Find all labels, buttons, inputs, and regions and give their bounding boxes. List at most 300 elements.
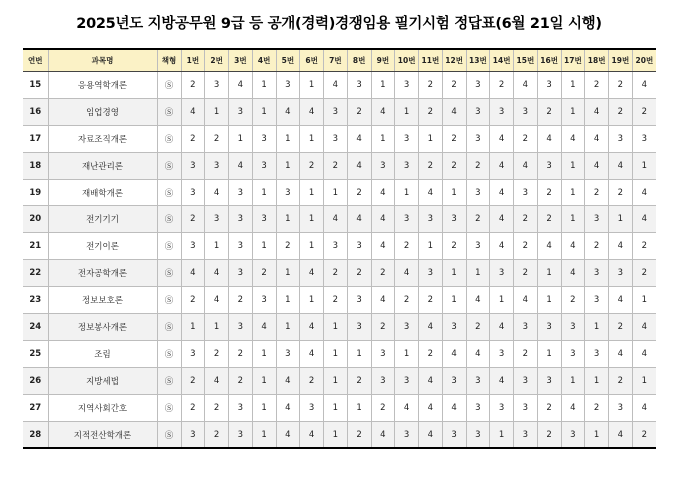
answer-cell-q15: 2 xyxy=(514,233,538,260)
booklet-type: Ⓢ xyxy=(157,340,181,367)
answer-cell-q19: 1 xyxy=(609,206,633,233)
row-number: 23 xyxy=(23,287,48,314)
subject-name: 조림 xyxy=(48,340,157,367)
answer-cell-q17: 2 xyxy=(561,287,585,314)
answer-cell-q8: 3 xyxy=(347,72,371,99)
answer-cell-q12: 4 xyxy=(442,394,466,421)
answer-cell-q10: 3 xyxy=(395,206,419,233)
answer-cell-q19: 2 xyxy=(609,367,633,394)
answer-cell-q1: 2 xyxy=(181,125,205,152)
answer-cell-q6: 1 xyxy=(300,206,324,233)
answer-cell-q11: 2 xyxy=(419,287,443,314)
answer-cell-q17: 4 xyxy=(561,260,585,287)
answer-cell-q19: 4 xyxy=(609,233,633,260)
answer-cell-q12: 3 xyxy=(442,421,466,448)
answer-cell-q7: 1 xyxy=(324,394,348,421)
answer-cell-q8: 3 xyxy=(347,287,371,314)
booklet-type: Ⓢ xyxy=(157,367,181,394)
answer-cell-q14: 4 xyxy=(490,179,514,206)
answer-cell-q20: 2 xyxy=(632,98,656,125)
answer-cell-q11: 3 xyxy=(419,206,443,233)
answer-cell-q4: 4 xyxy=(252,314,276,341)
subject-name: 응용역학개론 xyxy=(48,72,157,99)
answer-cell-q20: 4 xyxy=(632,72,656,99)
answer-cell-q12: 4 xyxy=(442,98,466,125)
answer-cell-q17: 3 xyxy=(561,421,585,448)
answer-cell-q6: 4 xyxy=(300,421,324,448)
answer-cell-q5: 1 xyxy=(276,152,300,179)
answer-cell-q4: 1 xyxy=(252,394,276,421)
answer-cell-q10: 3 xyxy=(395,152,419,179)
answer-cell-q4: 2 xyxy=(252,260,276,287)
answer-cell-q1: 2 xyxy=(181,206,205,233)
header-question-17: 17번 xyxy=(561,49,585,72)
answer-cell-q1: 3 xyxy=(181,233,205,260)
answer-cell-q1: 3 xyxy=(181,152,205,179)
answer-cell-q16: 4 xyxy=(537,233,561,260)
answer-cell-q11: 2 xyxy=(419,72,443,99)
answer-cell-q3: 3 xyxy=(229,98,253,125)
answer-cell-q17: 3 xyxy=(561,314,585,341)
answer-cell-q13: 2 xyxy=(466,152,490,179)
answer-cell-q12: 3 xyxy=(442,367,466,394)
answer-cell-q8: 2 xyxy=(347,179,371,206)
row-number: 15 xyxy=(23,72,48,99)
row-number: 26 xyxy=(23,367,48,394)
answer-cell-q3: 2 xyxy=(229,340,253,367)
answer-cell-q15: 4 xyxy=(514,287,538,314)
answer-cell-q11: 4 xyxy=(419,421,443,448)
answer-cell-q15: 2 xyxy=(514,260,538,287)
booklet-type: Ⓢ xyxy=(157,233,181,260)
answer-cell-q18: 2 xyxy=(585,179,609,206)
answer-cell-q10: 3 xyxy=(395,367,419,394)
answer-cell-q1: 3 xyxy=(181,179,205,206)
subject-name: 재난관리론 xyxy=(48,152,157,179)
answer-cell-q16: 2 xyxy=(537,98,561,125)
answer-cell-q2: 1 xyxy=(205,98,229,125)
table-row xyxy=(23,233,656,260)
answer-cell-q4: 1 xyxy=(252,98,276,125)
answer-cell-q2: 3 xyxy=(205,206,229,233)
answer-cell-q1: 1 xyxy=(181,314,205,341)
answer-cell-q17: 1 xyxy=(561,152,585,179)
answer-cell-q1: 2 xyxy=(181,367,205,394)
answer-cell-q14: 3 xyxy=(490,394,514,421)
answer-cell-q15: 3 xyxy=(514,179,538,206)
answer-cell-q18: 3 xyxy=(585,206,609,233)
answer-cell-q18: 3 xyxy=(585,287,609,314)
answer-cell-q7: 3 xyxy=(324,98,348,125)
answer-cell-q2: 3 xyxy=(205,72,229,99)
answer-cell-q4: 3 xyxy=(252,152,276,179)
answer-cell-q18: 4 xyxy=(585,152,609,179)
subject-name: 지방세법 xyxy=(48,367,157,394)
answer-cell-q16: 3 xyxy=(537,152,561,179)
table-row xyxy=(23,125,656,152)
answer-cell-q4: 1 xyxy=(252,421,276,448)
answer-cell-q4: 1 xyxy=(252,179,276,206)
answer-cell-q14: 4 xyxy=(490,367,514,394)
answer-cell-q10: 3 xyxy=(395,125,419,152)
answer-cell-q9: 4 xyxy=(371,421,395,448)
answer-cell-q1: 4 xyxy=(181,260,205,287)
answer-cell-q17: 4 xyxy=(561,394,585,421)
answer-cell-q7: 2 xyxy=(324,152,348,179)
answer-cell-q20: 1 xyxy=(632,152,656,179)
answer-cell-q14: 2 xyxy=(490,72,514,99)
answer-cell-q9: 1 xyxy=(371,72,395,99)
answer-cell-q12: 2 xyxy=(442,72,466,99)
answer-cell-q11: 1 xyxy=(419,125,443,152)
answer-cell-q15: 2 xyxy=(514,125,538,152)
answer-cell-q3: 3 xyxy=(229,260,253,287)
answer-cell-q19: 4 xyxy=(609,152,633,179)
booklet-type: Ⓢ xyxy=(157,98,181,125)
answer-cell-q8: 4 xyxy=(347,125,371,152)
answer-cell-q12: 1 xyxy=(442,260,466,287)
answer-cell-q6: 4 xyxy=(300,314,324,341)
answer-cell-q5: 4 xyxy=(276,394,300,421)
answer-cell-q16: 2 xyxy=(537,206,561,233)
answer-cell-q13: 4 xyxy=(466,287,490,314)
answer-cell-q5: 1 xyxy=(276,260,300,287)
answer-cell-q18: 2 xyxy=(585,72,609,99)
answer-cell-q15: 3 xyxy=(514,367,538,394)
answer-cell-q12: 3 xyxy=(442,206,466,233)
table-row xyxy=(23,206,656,233)
answer-cell-q9: 4 xyxy=(371,179,395,206)
answer-cell-q5: 3 xyxy=(276,340,300,367)
answer-cell-q19: 3 xyxy=(609,260,633,287)
answer-cell-q13: 3 xyxy=(466,125,490,152)
answer-cell-q8: 1 xyxy=(347,340,371,367)
table-row xyxy=(23,314,656,341)
answer-cell-q7: 3 xyxy=(324,233,348,260)
answer-cell-q6: 4 xyxy=(300,260,324,287)
answer-cell-q4: 3 xyxy=(252,206,276,233)
subject-name: 정보봉사개론 xyxy=(48,314,157,341)
header-question-20: 20번 xyxy=(632,49,656,72)
answer-cell-q6: 2 xyxy=(300,152,324,179)
answer-cell-q6: 4 xyxy=(300,98,324,125)
answer-cell-q5: 4 xyxy=(276,367,300,394)
answer-cell-q19: 3 xyxy=(609,394,633,421)
answer-cell-q9: 3 xyxy=(371,152,395,179)
subject-name: 재배학개론 xyxy=(48,179,157,206)
answer-cell-q2: 4 xyxy=(205,260,229,287)
answer-cell-q6: 1 xyxy=(300,287,324,314)
answer-cell-q18: 1 xyxy=(585,367,609,394)
header-question-9: 9번 xyxy=(371,49,395,72)
answer-cell-q9: 2 xyxy=(371,260,395,287)
answer-cell-q15: 2 xyxy=(514,206,538,233)
row-number: 20 xyxy=(23,206,48,233)
answer-cell-q13: 4 xyxy=(466,340,490,367)
answer-cell-q16: 2 xyxy=(537,394,561,421)
header-question-16: 16번 xyxy=(537,49,561,72)
answer-cell-q7: 1 xyxy=(324,367,348,394)
answer-cell-q10: 3 xyxy=(395,421,419,448)
answer-cell-q5: 3 xyxy=(276,179,300,206)
answer-cell-q12: 4 xyxy=(442,340,466,367)
answer-cell-q19: 2 xyxy=(609,98,633,125)
booklet-type: Ⓢ xyxy=(157,72,181,99)
header-question-6: 6번 xyxy=(300,49,324,72)
answer-cell-q15: 3 xyxy=(514,421,538,448)
answer-cell-q5: 1 xyxy=(276,314,300,341)
answer-cell-q3: 4 xyxy=(229,72,253,99)
answer-cell-q14: 1 xyxy=(490,287,514,314)
answer-cell-q12: 3 xyxy=(442,314,466,341)
answer-cell-q13: 3 xyxy=(466,98,490,125)
answer-cell-q10: 3 xyxy=(395,314,419,341)
answer-cell-q11: 2 xyxy=(419,340,443,367)
answer-cell-q1: 3 xyxy=(181,421,205,448)
table-row xyxy=(23,367,656,394)
header-question-11: 11번 xyxy=(419,49,443,72)
answer-cell-q1: 2 xyxy=(181,287,205,314)
answer-cell-q1: 4 xyxy=(181,98,205,125)
answer-cell-q4: 3 xyxy=(252,125,276,152)
header-question-4: 4번 xyxy=(252,49,276,72)
answer-cell-q9: 4 xyxy=(371,233,395,260)
row-number: 21 xyxy=(23,233,48,260)
answer-cell-q11: 2 xyxy=(419,98,443,125)
answer-cell-q10: 2 xyxy=(395,287,419,314)
answer-cell-q10: 4 xyxy=(395,394,419,421)
answer-cell-q12: 2 xyxy=(442,152,466,179)
answer-cell-q7: 3 xyxy=(324,125,348,152)
answer-cell-q2: 2 xyxy=(205,125,229,152)
answer-cell-q12: 2 xyxy=(442,233,466,260)
table-body xyxy=(23,72,656,449)
answer-cell-q19: 2 xyxy=(609,179,633,206)
answer-cell-q14: 4 xyxy=(490,125,514,152)
answer-cell-q20: 3 xyxy=(632,125,656,152)
header-question-13: 13번 xyxy=(466,49,490,72)
answer-cell-q13: 2 xyxy=(466,314,490,341)
answer-cell-q2: 4 xyxy=(205,287,229,314)
answer-cell-q8: 3 xyxy=(347,233,371,260)
table-row xyxy=(23,340,656,367)
answer-cell-q3: 3 xyxy=(229,394,253,421)
answer-cell-q15: 3 xyxy=(514,98,538,125)
answer-cell-q4: 3 xyxy=(252,287,276,314)
subject-name: 임업경영 xyxy=(48,98,157,125)
answer-cell-q5: 4 xyxy=(276,421,300,448)
answer-cell-q13: 1 xyxy=(466,260,490,287)
answer-cell-q12: 1 xyxy=(442,287,466,314)
answer-cell-q3: 3 xyxy=(229,179,253,206)
answer-cell-q8: 4 xyxy=(347,206,371,233)
answer-cell-q17: 1 xyxy=(561,367,585,394)
answer-cell-q3: 3 xyxy=(229,314,253,341)
answer-cell-q9: 2 xyxy=(371,394,395,421)
answer-cell-q16: 1 xyxy=(537,340,561,367)
header-subject: 과목명 xyxy=(48,49,157,72)
answer-cell-q19: 4 xyxy=(609,421,633,448)
subject-name: 자료조직개론 xyxy=(48,125,157,152)
answer-cell-q1: 3 xyxy=(181,340,205,367)
header-question-5: 5번 xyxy=(276,49,300,72)
answer-cell-q13: 3 xyxy=(466,394,490,421)
answer-cell-q3: 4 xyxy=(229,152,253,179)
answer-cell-q4: 1 xyxy=(252,233,276,260)
answer-cell-q16: 3 xyxy=(537,367,561,394)
answer-cell-q18: 2 xyxy=(585,233,609,260)
answer-cell-q18: 3 xyxy=(585,260,609,287)
header-question-12: 12번 xyxy=(442,49,466,72)
answer-cell-q11: 2 xyxy=(419,152,443,179)
answer-cell-q20: 4 xyxy=(632,340,656,367)
answer-cell-q10: 2 xyxy=(395,233,419,260)
answer-cell-q4: 1 xyxy=(252,340,276,367)
answer-cell-q6: 1 xyxy=(300,179,324,206)
answer-cell-q16: 4 xyxy=(537,125,561,152)
answer-cell-q16: 2 xyxy=(537,421,561,448)
header-question-1: 1번 xyxy=(181,49,205,72)
answer-cell-q16: 1 xyxy=(537,260,561,287)
answer-cell-q11: 1 xyxy=(419,233,443,260)
header-question-15: 15번 xyxy=(514,49,538,72)
answer-cell-q20: 1 xyxy=(632,367,656,394)
answer-cell-q16: 3 xyxy=(537,314,561,341)
answer-cell-q10: 1 xyxy=(395,98,419,125)
answer-cell-q18: 3 xyxy=(585,340,609,367)
row-number: 17 xyxy=(23,125,48,152)
answer-cell-q2: 1 xyxy=(205,314,229,341)
answer-cell-q4: 1 xyxy=(252,72,276,99)
header-question-2: 2번 xyxy=(205,49,229,72)
answer-cell-q5: 1 xyxy=(276,287,300,314)
answer-cell-q17: 1 xyxy=(561,72,585,99)
answer-cell-q9: 3 xyxy=(371,367,395,394)
answer-cell-q11: 3 xyxy=(419,260,443,287)
answer-cell-q11: 4 xyxy=(419,314,443,341)
answer-cell-q20: 2 xyxy=(632,233,656,260)
answer-cell-q11: 4 xyxy=(419,394,443,421)
answer-cell-q7: 2 xyxy=(324,260,348,287)
answer-cell-q3: 3 xyxy=(229,421,253,448)
answer-cell-q10: 1 xyxy=(395,179,419,206)
answer-cell-q20: 4 xyxy=(632,394,656,421)
answer-cell-q11: 4 xyxy=(419,367,443,394)
subject-name: 지역사회간호 xyxy=(48,394,157,421)
table-row xyxy=(23,260,656,287)
answer-cell-q15: 4 xyxy=(514,152,538,179)
answer-cell-q6: 1 xyxy=(300,233,324,260)
answer-cell-q18: 1 xyxy=(585,421,609,448)
answer-cell-q3: 3 xyxy=(229,206,253,233)
answer-cell-q14: 4 xyxy=(490,206,514,233)
answer-cell-q20: 1 xyxy=(632,287,656,314)
header-question-14: 14번 xyxy=(490,49,514,72)
answer-cell-q20: 4 xyxy=(632,206,656,233)
answer-cell-q6: 1 xyxy=(300,72,324,99)
answer-cell-q8: 2 xyxy=(347,260,371,287)
answer-cell-q10: 4 xyxy=(395,260,419,287)
answer-cell-q9: 4 xyxy=(371,98,395,125)
answer-cell-q18: 4 xyxy=(585,98,609,125)
answer-cell-q1: 2 xyxy=(181,394,205,421)
answer-cell-q6: 2 xyxy=(300,367,324,394)
answer-cell-q7: 1 xyxy=(324,179,348,206)
answer-cell-q3: 1 xyxy=(229,125,253,152)
answer-cell-q20: 2 xyxy=(632,260,656,287)
booklet-type: Ⓢ xyxy=(157,287,181,314)
answer-cell-q3: 2 xyxy=(229,367,253,394)
answer-cell-q17: 1 xyxy=(561,206,585,233)
answer-cell-q8: 2 xyxy=(347,367,371,394)
answer-cell-q3: 2 xyxy=(229,287,253,314)
answer-cell-q15: 3 xyxy=(514,394,538,421)
booklet-type: Ⓢ xyxy=(157,421,181,448)
header-number: 연번 xyxy=(23,49,48,72)
answer-cell-q5: 1 xyxy=(276,125,300,152)
answer-cell-q19: 3 xyxy=(609,125,633,152)
answer-cell-q10: 3 xyxy=(395,72,419,99)
answer-cell-q13: 3 xyxy=(466,367,490,394)
table-header-row xyxy=(23,49,656,72)
answer-cell-q17: 3 xyxy=(561,340,585,367)
subject-name: 전자공학개론 xyxy=(48,260,157,287)
answer-cell-q2: 2 xyxy=(205,340,229,367)
table-row xyxy=(23,394,656,421)
answer-cell-q14: 3 xyxy=(490,340,514,367)
row-number: 28 xyxy=(23,421,48,448)
answer-cell-q14: 4 xyxy=(490,152,514,179)
answer-cell-q20: 2 xyxy=(632,421,656,448)
subject-name: 전기이론 xyxy=(48,233,157,260)
answer-cell-q5: 1 xyxy=(276,206,300,233)
header-question-19: 19번 xyxy=(609,49,633,72)
answer-cell-q12: 2 xyxy=(442,125,466,152)
answer-cell-q9: 4 xyxy=(371,206,395,233)
answer-cell-q9: 3 xyxy=(371,340,395,367)
answer-cell-q7: 2 xyxy=(324,287,348,314)
row-number: 22 xyxy=(23,260,48,287)
answer-cell-q18: 1 xyxy=(585,314,609,341)
answer-cell-q16: 1 xyxy=(537,287,561,314)
answer-cell-q7: 1 xyxy=(324,340,348,367)
answer-cell-q13: 3 xyxy=(466,179,490,206)
answer-cell-q14: 4 xyxy=(490,233,514,260)
booklet-type: Ⓢ xyxy=(157,260,181,287)
answer-cell-q6: 1 xyxy=(300,125,324,152)
answer-cell-q8: 4 xyxy=(347,152,371,179)
answer-cell-q9: 4 xyxy=(371,287,395,314)
subject-name: 전기기기 xyxy=(48,206,157,233)
answer-cell-q13: 3 xyxy=(466,421,490,448)
answer-cell-q9: 1 xyxy=(371,125,395,152)
answer-cell-q8: 1 xyxy=(347,394,371,421)
booklet-type: Ⓢ xyxy=(157,179,181,206)
answer-cell-q9: 2 xyxy=(371,314,395,341)
answer-cell-q16: 3 xyxy=(537,72,561,99)
answer-cell-q17: 4 xyxy=(561,233,585,260)
subject-name: 지적전산학개론 xyxy=(48,421,157,448)
answer-cell-q15: 3 xyxy=(514,314,538,341)
answer-cell-q13: 3 xyxy=(466,233,490,260)
table-row xyxy=(23,152,656,179)
answer-cell-q6: 4 xyxy=(300,340,324,367)
answer-cell-q14: 4 xyxy=(490,314,514,341)
answer-cell-q18: 4 xyxy=(585,125,609,152)
page-title: 2025년도 지방공무원 9급 등 공개(경력)경쟁임용 필기시험 정답표(6월 21일 시행) xyxy=(76,16,602,32)
answer-cell-q18: 2 xyxy=(585,394,609,421)
answer-cell-q19: 4 xyxy=(609,340,633,367)
